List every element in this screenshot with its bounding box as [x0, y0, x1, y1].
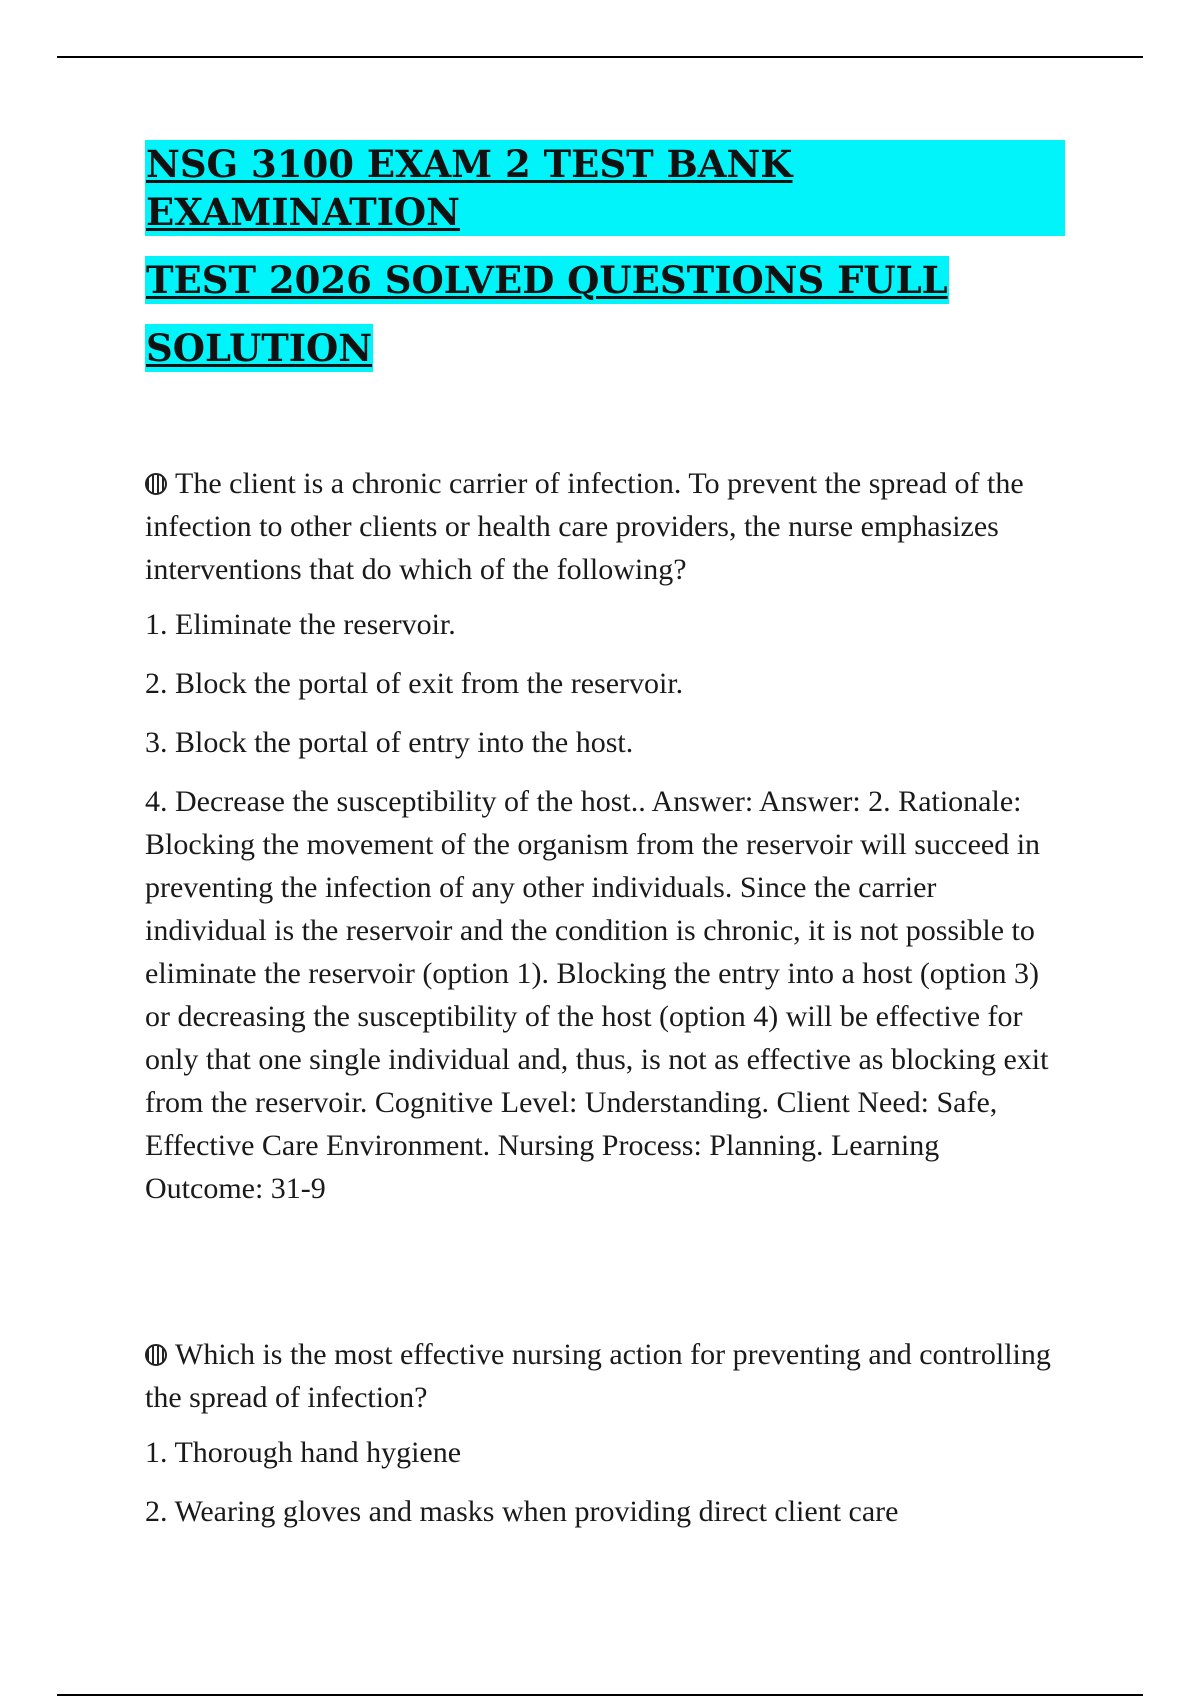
title-line [145, 140, 1065, 246]
answer-option: 2. Block the portal of exit from the reservoir. [145, 667, 684, 700]
question-text [145, 462, 1065, 591]
title-line-text: NSG 3100 EXAM 2 TEST BANK EXAMINATION [145, 140, 1065, 236]
circle-bullet-icon [145, 473, 167, 495]
answer-option-rationale: 4. Decrease the susceptibility of the host.. Answer: Answer: 2. Rationale: Blocking the movement of the organism from the reservoir will succeed in preventing the infection of any other individuals. Since the carrier individual is the reservoir and the condition is chronic, it is not possible to eliminate the reservoir (option 1). Blocking the entry into a host (option 3) or decreasing the susceptibility of the host (option 4) will be effective for only that one single individual and, thus, is not as effective as blocking exit from the reservoir. Cognitive Level: Understanding. Client Need: Safe, Effective Care Environment. Nursing Process: Planning. Learning Outcome: 31-9 [145, 785, 1049, 1205]
answer-option: 1. Thorough hand hygiene [145, 1436, 462, 1469]
document-title [145, 140, 1065, 392]
question-block-2 [145, 1333, 1065, 1549]
title-line [145, 256, 1065, 314]
circle-bullet-icon [145, 1344, 167, 1366]
answer-option: 3. Block the portal of entry into the host. [145, 726, 634, 759]
answer-option: 1. Eliminate the reservoir. [145, 608, 456, 641]
question-text-content: The client is a chronic carrier of infection. To prevent the spread of the infection to other clients or health care providers, the nurse emphasizes interventions that do which of the following? [145, 467, 1024, 586]
answer-option: 2. Wearing gloves and masks when providing direct client care [145, 1495, 899, 1528]
question-text-content: Which is the most effective nursing action for preventing and controlling the spread of infection? [145, 1338, 1051, 1414]
title-line [145, 324, 1065, 382]
question-block-1 [145, 462, 1065, 1210]
title-line-text: SOLUTION [146, 326, 373, 370]
title-line-text: TEST 2026 SOLVED QUESTIONS FULL [146, 258, 948, 302]
bottom-rule [57, 1694, 1143, 1696]
question-text [145, 1333, 1065, 1419]
top-rule [57, 56, 1143, 58]
